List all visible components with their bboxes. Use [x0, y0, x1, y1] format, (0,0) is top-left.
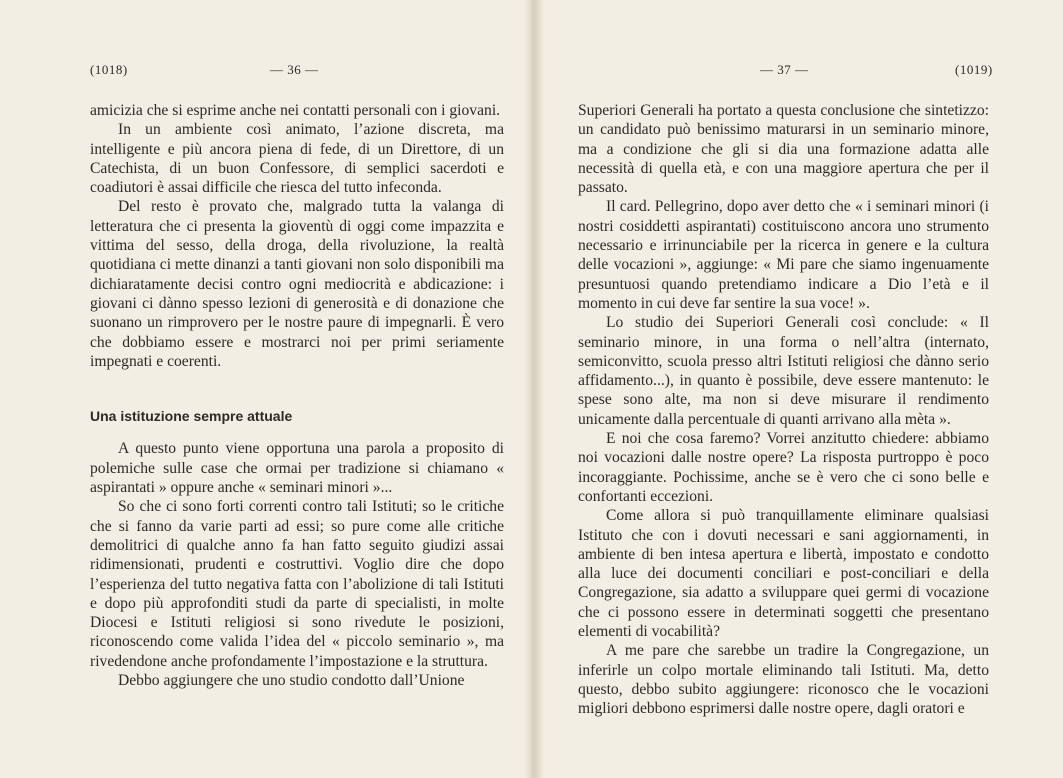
paragraph: Come allora si può tranquillamente eliminare qualsiasi Istituto che con i dovuti necessari e sani aggiornamenti, in ambiente di ben intesa apertura e libertà, impostato e condotto alla luce dei documenti conciliari e post-conciliari e della Congregazione, sia adatto a sviluppare quei germi di vocazione che ci possono essere in determinati soggetti che presentano elementi di vocabilità?	[578, 507, 989, 641]
section-title: Una istituzione sempre attuale	[90, 408, 293, 425]
right-body-text	[578, 101, 989, 719]
right-header-number: (1019)	[955, 62, 993, 77]
paragraph: Lo studio dei Superiori Generali così conclude: « Il seminario minore, in una forma o nell’altra (internato, semiconvitto, scuola presso altri Istituti religiosi che dànno serio affidamento...), in quanto è possibile, deve essere mantenuto: le spese sono alte, ma non si deve misurare il rendimento unicamente dalla percentuale di quanti arrivano alla mèta ».	[578, 314, 989, 428]
paragraph: A me pare che sarebbe un tradire la Congregazione, un inferirle un colpo mortale eliminando tali Istituti. Ma, detto questo, debbo subito aggiungere: riconosco che le vocazioni migliori debbono esprimersi dalle nostre opere, dagli oratori e	[578, 642, 989, 718]
left-body-text	[90, 101, 504, 690]
paragraph: In un ambiente così animato, l’azione discreta, ma intelligente e più ancora piena di fede, di un Direttore, di un Catechista, di un buon Confessore, di semplici sacerdoti e coadiutori è assai difficile che riesca del tutto infeconda.	[90, 121, 504, 197]
paragraph: Del resto è provato che, malgrado tutta la valanga di letteratura che ci presenta la gioventù di oggi come impazzita e vittima del sesso, della droga, della rivoluzione, la realtà quotidiana ci mette dinanzi a tanti giovani non solo disponibili ma dichiaratamente decisi contro ogni mediocrità e abdicazione: i giovani ci dànno spesso lezioni di generosità e di donazione che suonano un rimprovero per le nostre paure di impegnarli. È vero che dobbiamo essere e mostrarci noi per primi seriamente impegnati e coerenti.	[90, 198, 504, 370]
right-page-number: — 37 —	[760, 62, 809, 77]
left-header-number: (1018)	[90, 62, 128, 77]
right-page	[535, 0, 1063, 778]
paragraph: Il card. Pellegrino, dopo aver detto che « i seminari minori (i nostri cosiddetti aspirantati) costituiscono ancora uno strumento necessario e irrinunciabile per la ricerca in genere e la cultura delle vocazioni », aggiunge: « Mi pare che siamo ingenuamente presuntuosi quando pretendiamo indicare a Dio l’età e il momento in cui deve far sentire la sua voce! ».	[578, 198, 989, 312]
paragraph: amicizia che si esprime anche nei contatti personali con i giovani.	[90, 102, 501, 119]
paragraph: Superiori Generali ha portato a questa conclusione che sintetizzo: un candidato può benissimo maturarsi in un seminario minore, ma a condizione che gli si dia una formazione adatta alle necessità di quella età, e con una maggiore apertura che per il passato.	[578, 102, 989, 197]
paragraph: Debbo aggiungere che uno studio condotto dall’Unione	[118, 672, 465, 690]
book-gutter	[524, 0, 544, 778]
paragraph: E noi che cosa faremo? Vorrei anzitutto chiedere: abbiamo noi vocazioni dalle nostre opere? La risposta purtroppo è poco incoraggiante. Pochissime, anche se è vero che ci sono belle e confortanti eccezioni.	[578, 430, 989, 505]
left-page	[0, 0, 531, 778]
left-page-number: — 36 —	[270, 62, 319, 77]
paragraph: A questo punto viene opportuna una parola a proposito di polemiche sulle case che ormai per tradizione si chiamano « aspirantati » oppure anche « seminari minori »...	[90, 440, 504, 497]
paragraph: So che ci sono forti correnti contro tali Istituti; so le critiche che si fanno da varie parti ad essi; so pure come alle critiche demolitrici di qualche anno fa han fatto seguito giudizi assai ridimensionati, prudenti e costruttivi. Voglio dire che dopo l’esperienza del tutto negativa fatta con l’abolizione di tali Istituti e dopo più approfonditi studi da parte di specialisti, in molte Diocesi e Istituti religiosi si sono rivedute le posizioni, riconoscendo come valida l’idea del « piccolo seminario », ma rivedendone anche profondamente l’impostazione e la struttura.	[90, 498, 504, 670]
